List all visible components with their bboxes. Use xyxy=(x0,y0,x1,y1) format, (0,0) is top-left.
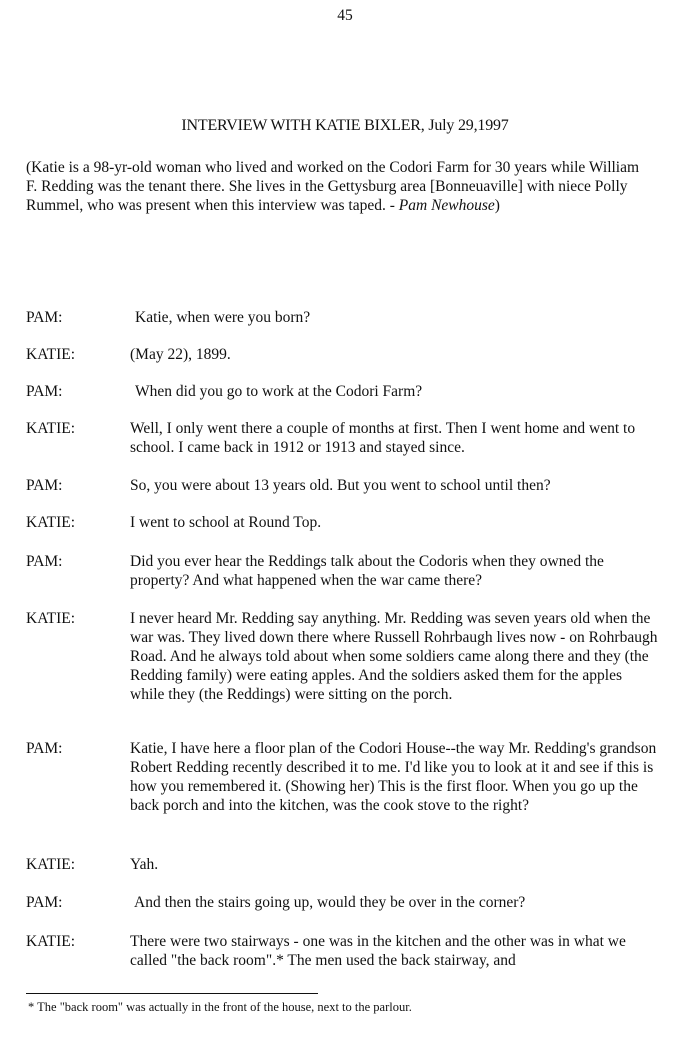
speaker-label: PAM: xyxy=(26,309,63,326)
utterance: Well, I only went there a couple of months at first. Then I went home and went to school. I came back in 1912 or 1913 and stayed since. xyxy=(130,420,636,456)
speaker-label: PAM: xyxy=(26,740,63,757)
utterance: I went to school at Round Top. xyxy=(130,514,322,531)
speaker-label: PAM: xyxy=(26,477,63,494)
speaker-label: PAM: xyxy=(26,553,63,570)
utterance: Katie, I have here a floor plan of the Codori House--the way Mr. Redding's grandson Robert Redding recently described it to me. I'd like you to look at it and see if this is how you remembered it. (Showing her) This is the first floor. When you go up the back porch and into the kitchen, was the cook stove to the right? xyxy=(130,740,657,814)
speaker-label: KATIE: xyxy=(26,856,76,873)
speaker-label: KATIE: xyxy=(26,346,76,363)
speaker-label: PAM: xyxy=(26,894,63,911)
utterance: There were two stairways - one was in the kitchen and the other was in what we called "the back room".* The men used the back stairway, and xyxy=(130,933,626,969)
footnote: * The "back room" was actually in the front of the house, next to the parlour. xyxy=(28,1000,412,1014)
page-number: 45 xyxy=(337,7,353,24)
utterance: When did you go to work at the Codori Farm? xyxy=(135,383,423,400)
speaker-label: KATIE: xyxy=(26,933,76,950)
utterance: (May 22), 1899. xyxy=(130,346,231,363)
utterance: Katie, when were you born? xyxy=(135,309,311,326)
speaker-label: PAM: xyxy=(26,383,63,400)
intro-paragraph xyxy=(26,158,646,215)
speaker-label: KATIE: xyxy=(26,514,76,531)
utterance: So, you were about 13 years old. But you went to school until then? xyxy=(130,477,551,494)
intro-text: (Katie is a 98-yr-old woman who lived and worked on the Codori Farm for 30 years while William F. Redding was the tenant there. She lives in the Gettysburg area [Bonneuaville] with niece Polly Rummel, who was present when this interview was taped. - xyxy=(26,159,640,214)
utterance: I never heard Mr. Redding say anything. Mr. Redding was seven years old when the war was. They lived down there where Russell Rohrbaugh lives now - on Rohrbaugh Road. And he always told about when some soldiers came along there and they (the Redding family) were eating apples. And the soldiers asked them for the apples while they (the Reddings) were sitting on the porch. xyxy=(130,610,658,703)
speaker-label: KATIE: xyxy=(26,420,76,437)
interview-title: INTERVIEW WITH KATIE BIXLER, July 29,1997 xyxy=(181,117,509,134)
footnote-divider xyxy=(26,993,318,994)
utterance: And then the stairs going up, would they be over in the corner? xyxy=(134,894,526,911)
speaker-label: KATIE: xyxy=(26,610,76,627)
intro-close: ) xyxy=(494,197,500,214)
utterance: Yah. xyxy=(130,856,159,873)
utterance: Did you ever hear the Reddings talk about the Codoris when they owned the property? And what happened when the war came there? xyxy=(130,553,604,589)
intro-attribution: Pam Newhouse xyxy=(398,197,495,214)
